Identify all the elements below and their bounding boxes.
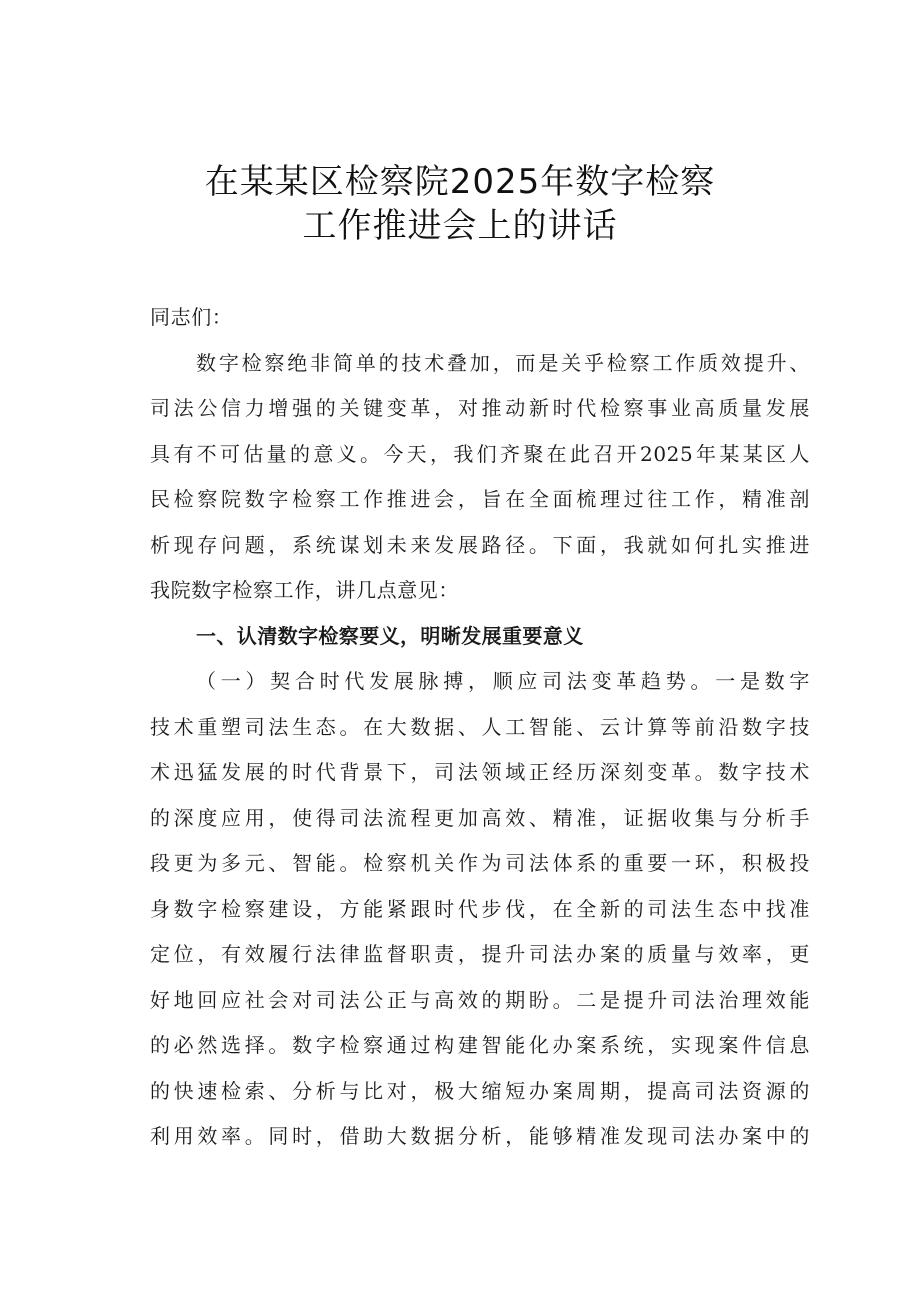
paragraph-2-line: 段更为多元、智能。检察机关作为司法体系的重要一环，积极投 — [150, 851, 810, 875]
document-body — [150, 295, 810, 1160]
paragraph-1-line: 我院数字检察工作，讲几点意见： — [150, 578, 459, 602]
paragraph-1-line: 具有不可估量的意义。今天，我们齐聚在此召开2025年某某区人 — [150, 441, 810, 466]
paragraph-2-line: 术迅猛发展的时代背景下，司法领域正经历深刻变革。数字技术 — [150, 760, 810, 784]
paragraph-2-line: 利用效率。同时，借助大数据分析，能够精准发现司法办案中的 — [150, 1124, 810, 1148]
paragraph-2-line: 好地回应社会对司法公正与高效的期盼。二是提升司法治理效能 — [150, 987, 810, 1012]
paragraph-1-line: 司法公信力增强的关键变革，对推动新时代检察事业高质量发展 — [150, 396, 810, 420]
salutation: 同志们： — [150, 305, 233, 329]
paragraph-2-line: 技术重塑司法生态。在大数据、人工智能、云计算等前沿数字技 — [150, 714, 810, 739]
document-title-line-1: 在某某区检察院2025年数字检察 — [204, 162, 716, 202]
paragraph-1-line: 数字检察绝非简单的技术叠加，而是关乎检察工作质效提升、 — [196, 350, 810, 375]
paragraph-1-line: 民检察院数字检察工作推进会，旨在全面梳理过往工作，精准剖 — [150, 487, 810, 511]
paragraph-1-line: 析现存问题，系统谋划未来发展路径。下面，我就如何扎实推进 — [150, 532, 810, 557]
paragraph-2-line: 身数字检察建设，方能紧跟时代步伐，在全新的司法生态中找准 — [150, 896, 810, 921]
paragraph-2-line: 的必然选择。数字检察通过构建智能化办案系统，实现案件信息 — [150, 1033, 810, 1057]
paragraph-2-line: 的深度应用，使得司法流程更加高效、精准，证据收集与分析手 — [150, 805, 810, 830]
paragraph-2-line: （一）契合时代发展脉搏，顺应司法变革趋势。一是数字 — [196, 669, 810, 693]
paragraph-2-line: 定位，有效履行法律监督职责，提升司法办案的质量与效率，更 — [150, 942, 810, 966]
document-title-line-2: 工作推进会上的讲话 — [302, 206, 618, 246]
section-1-heading: 一、认清数字检察要义，明晰发展重要意义 — [196, 623, 584, 648]
paragraph-2-line: 的快速检索、分析与比对，极大缩短办案周期，提高司法资源的 — [150, 1078, 810, 1103]
